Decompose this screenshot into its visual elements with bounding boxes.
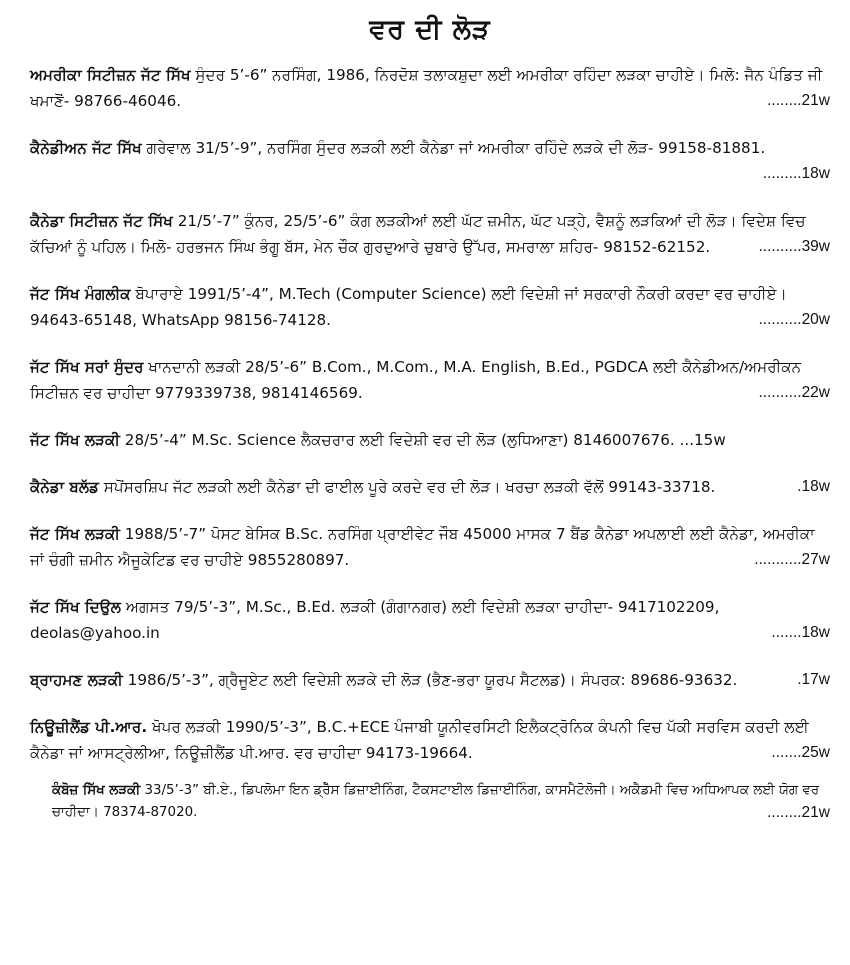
ad-body: ਗਰੇਵਾਲ 31/5’-9”, ਨਰਸਿੰਗ ਸੁੰਦਰ ਲੜਕੀ ਲਈ ਕੈਨੇਡਾ ਜਾਂ ਅਮਰੀਕਾ ਰਹਿੰਦੇ ਲੜਕੇ ਦੀ ਲੋੜ- 99158-81881. bbox=[141, 139, 766, 157]
ad-item bbox=[30, 714, 830, 766]
ad-body: 1986/5’-3”, ਗ੍ਰੈਜੂਏਟ ਲਈ ਵਿਦੇਸ਼ੀ ਲੜਕੇ ਦੀ ਲੋੜ (ਭੈਣ-ਭਰਾ ਯੂਰਪ ਸੈਟਲਡ)। ਸੰਪਰਕ: 89686-93632. bbox=[122, 671, 738, 689]
ad-item bbox=[30, 780, 830, 824]
ad-code: ..........22w bbox=[758, 384, 830, 401]
ad-heading: ਜੱਟ ਸਿੱਖ ਮੰਗਲੀਕ bbox=[30, 285, 131, 303]
ad-heading: ਬ੍ਰਾਹਮਣ ਲੜਕੀ bbox=[30, 671, 123, 689]
ad-item bbox=[30, 667, 830, 693]
ad-code: ...........27w bbox=[754, 551, 830, 568]
ad-item bbox=[30, 521, 830, 573]
ad-code: ........21w bbox=[767, 92, 830, 109]
ad-item bbox=[30, 208, 830, 260]
ad-item bbox=[30, 135, 830, 187]
ad-code: .17w bbox=[797, 671, 830, 688]
ad-code: ........21w bbox=[767, 804, 830, 821]
ad-code: ..........39w bbox=[758, 238, 830, 255]
ad-code: .18w bbox=[797, 478, 830, 495]
ad-item bbox=[30, 427, 830, 453]
ad-heading: ਕੈਨੇਡੀਅਨ ਜੱਟ ਸਿੱਖ bbox=[30, 139, 142, 157]
ad-body: ਸਪੋਂਸਰਸ਼ਿਪ ਜੱਟ ਲੜਕੀ ਲਈ ਕੈਨੇਡਾ ਦੀ ਫਾਈਲ ਪੂਰੇ ਕਰਦੇ ਵਰ ਦੀ ਲੋੜ। ਖਰਚਾ ਲੜਕੀ ਵੱਲੋਂ 99143-33718. bbox=[98, 478, 716, 496]
ad-item bbox=[30, 354, 830, 406]
ad-code: ..........20w bbox=[758, 311, 830, 328]
ad-body: 33/5’-3” ਬੀ.ਏ., ਡਿਪਲੋਮਾ ਇਨ ਡ੍ਰੈੱਸ ਡਿਜ਼ਾਈਨਿੰਗ, ਟੈਕਸਟਾਈਲ ਡਿਜ਼ਾਈਨਿੰਗ, ਕਾਸਮੈਟੋਲੋਜੀ। ਅਕੈਡਮੀ ਵਿਚ ਅਧਿਆਪਕ ਲਈ ਯੋਗ ਵਰ ਚਾਹੀਦਾ। 78374-87020. bbox=[52, 783, 820, 820]
ad-heading: ਜੱਟ ਸਿੱਖ ਸਰਾਂ ਸੁੰਦਰ bbox=[30, 358, 144, 376]
ad-code: .......25w bbox=[771, 744, 830, 761]
ad-heading: ਅਮਰੀਕਾ ਸਿਟੀਜ਼ਨ ਜੱਟ ਸਿੱਖ bbox=[30, 66, 191, 84]
ad-code: .........18w bbox=[762, 165, 830, 182]
ad-heading: ਕੈਨੇਡਾ ਸਿਟੀਜ਼ਨ ਜੱਟ ਸਿੱਖ bbox=[30, 212, 173, 230]
ad-heading: ਜੱਟ ਸਿੱਖ ਲੜਕੀ bbox=[30, 525, 120, 543]
ad-item bbox=[30, 594, 830, 646]
ad-body: ਖੋਪਰ ਲੜਕੀ 1990/5’-3”, B.C.+ECE ਪੰਜਾਬੀ ਯੂਨੀਵਰਸਿਟੀ ਇਲੈਕਟ੍ਰੋਨਿਕ ਕੰਪਨੀ ਵਿਚ ਪੱਕੀ ਸਰਵਿਸ ਕਰਦੀ ਲਈ ਕੈਨੇਡਾ ਜਾਂ ਆਸਟ੍ਰੇਲੀਆ, ਨਿਊਜ਼ੀਲੈਂਡ ਪੀ.ਆਰ. ਵਰ ਚਾਹੀਦਾ 94173-19664. bbox=[30, 718, 809, 762]
ad-heading: ਕੈਨੇਡਾ ਬਲੱਡ bbox=[30, 478, 99, 496]
ad-heading: ਕੰਬੋਜ਼ ਸਿੱਖ ਲੜਕੀ bbox=[52, 783, 141, 798]
ad-body: ਅਗਸਤ 79/5’-3”, M.Sc., B.Ed. ਲੜਕੀ (ਗੰਗਾਨਗਰ) ਲਈ ਵਿਦੇਸ਼ੀ ਲੜਕਾ ਚਾਹੀਦਾ- 9417102209, deolas@yahoo.in bbox=[30, 598, 720, 642]
ad-item bbox=[30, 281, 830, 333]
ad-heading: ਨਿਊਜ਼ੀਲੈਂਡ ਪੀ.ਆਰ. bbox=[30, 718, 148, 736]
ad-code: .......18w bbox=[771, 624, 830, 641]
ad-item bbox=[30, 474, 830, 500]
ad-body: 28/5’-4” M.Sc. Science ਲੈਕਚਰਾਰ ਲਈ ਵਿਦੇਸ਼ੀ ਵਰ ਦੀ ਲੋੜ (ਲੁਧਿਆਣਾ) 8146007676. ...15w bbox=[119, 431, 726, 449]
ad-body: 1988/5’-7” ਪੋਸਟ ਬੇਸਿਕ B.Sc. ਨਰਸਿੰਗ ਪ੍ਰਾਈਵੇਟ ਜੌਬ 45000 ਮਾਸਕ 7 ਬੈਂਡ ਕੈਨੇਡਾ ਅਪਲਾਈ ਲਈ ਕੈਨੇਡਾ, ਅਮਰੀਕਾ ਜਾਂ ਚੰਗੀ ਜ਼ਮੀਨ ਐਜੂਕੇਟਿਡ ਵਰ ਚਾਹੀਏ 9855280897. bbox=[30, 525, 815, 569]
ad-body: ਖਾਨਦਾਨੀ ਲੜਕੀ 28/5’-6” B.Com., M.Com., M.A. English, B.Ed., PGDCA ਲਈ ਕੈਨੇਡੀਅਨ/ਅਮਰੀਕਨ ਸਿਟੀਜ਼ਨ ਵਰ ਚਾਹੀਦਾ 9779339738, 9814146569. bbox=[30, 358, 802, 402]
ad-body: ਬੋਪਾਰਾਏ 1991/5’-4”, M.Tech (Computer Science) ਲਈ ਵਿਦੇਸ਼ੀ ਜਾਂ ਸਰਕਾਰੀ ਨੌਕਰੀ ਕਰਦਾ ਵਰ ਚਾਹੀਏ। 94643-65148, WhatsApp 98156-74128. bbox=[30, 285, 787, 329]
page-title: ਵਰ ਦੀ ਲੋੜ bbox=[369, 14, 491, 45]
ad-heading: ਜੱਟ ਸਿੱਖ ਦਿਉਲ bbox=[30, 598, 122, 616]
ad-body: ਸੁੰਦਰ 5’-6” ਨਰਸਿੰਗ, 1986, ਨਿਰਦੋਸ਼ ਤਲਾਕਸ਼ੁਦਾ ਲਈ ਅਮਰੀਕਾ ਰਹਿੰਦਾ ਲੜਕਾ ਚਾਹੀਏ। ਮਿਲੋ: ਜੈਨ ਪੰਡਿਤ ਜੀ ਖਮਾਣੋਂ- 98766-46046. bbox=[30, 66, 823, 110]
ad-heading: ਜੱਟ ਸਿੱਖ ਲੜਕੀ bbox=[30, 431, 120, 449]
ad-item bbox=[30, 62, 830, 114]
ad-body: 21/5’-7” ਕੁੰਨਰ, 25/5’-6” ਕੰਗ ਲੜਕੀਆਂ ਲਈ ਘੱਟ ਜ਼ਮੀਨ, ਘੱਟ ਪੜ੍ਹੇ, ਵੈਸ਼ਨੂੰ ਲੜਕਿਆਂ ਦੀ ਲੋੜ। ਵਿਦੇਸ਼ ਵਿਚ ਕੱਚਿਆਂ ਨੂੰ ਪਹਿਲ। ਮਿਲੋ- ਹਰਭਜਨ ਸਿੰਘ ਭੰਗੂ ਬੱਸ, ਮੇਨ ਚੌਕ ਗੁਰਦੁਆਰੇ ਚੁਬਾਰੇ ਉੱਪਰ, ਸਮਰਾਲਾ ਸ਼ਹਿਰ- 98152-62152. bbox=[30, 212, 806, 256]
